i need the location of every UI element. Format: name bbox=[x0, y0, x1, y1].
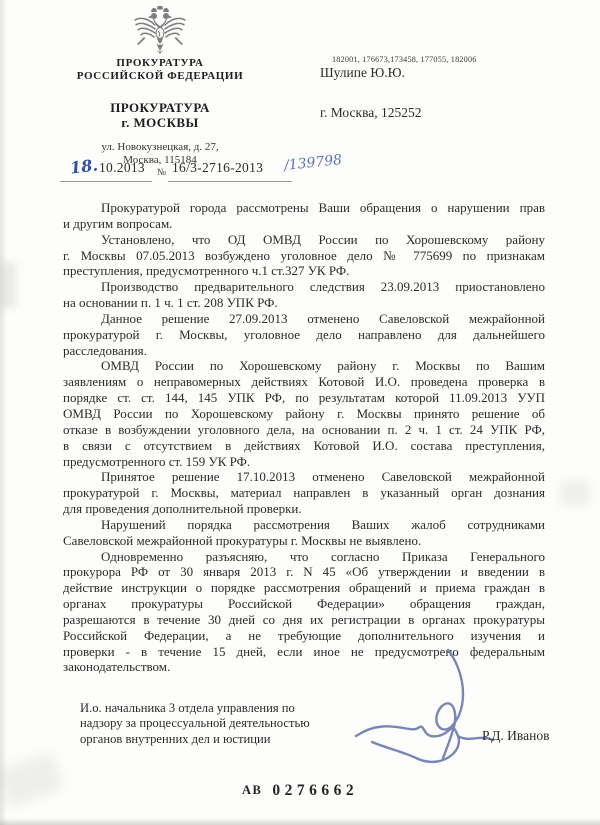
body-line: Савеловской межрайонной прокуратуры г. Москвы не выявлено. bbox=[63, 532, 422, 548]
body-line: на основании п. 1 ч. 1 ст. 208 УПК РФ. bbox=[63, 295, 278, 311]
signer-name: Р.Д. Иванов bbox=[482, 728, 550, 743]
body-line: отказе в возбуждении уголовного дела, на основании п. 2 ч. 1 ст. 24 УПК РФ, bbox=[63, 421, 545, 437]
outgoing-number: 16/3-2716-2013 bbox=[172, 160, 264, 175]
recipient-name: Шулипе Ю.Ю. bbox=[320, 65, 405, 80]
handwritten-signature bbox=[352, 642, 502, 787]
number-sign: № bbox=[157, 168, 167, 178]
number-underline bbox=[168, 181, 292, 182]
body-line: проверки - в течение 15 дней, если иное не предусмотрено федеральным bbox=[63, 643, 545, 659]
scan-artifact bbox=[0, 262, 16, 308]
body-paragraph bbox=[63, 279, 545, 311]
body-line: для проведения дополнительной проверки. bbox=[63, 501, 302, 517]
body-line: органах прокуратуры Российской Федерации» обращения граждан, bbox=[63, 596, 545, 612]
signer-title-line2: надзору за процессуальной деятельностью bbox=[80, 716, 310, 731]
body-line: Принятое решение 17.10.2013 отменено Савеловской межрайонной bbox=[101, 469, 545, 485]
body-line: законодательством. bbox=[63, 659, 171, 675]
body-line: расследования. bbox=[63, 342, 147, 358]
letter-body bbox=[63, 200, 545, 675]
body-line: Нарушений порядка рассмотрения Ваших жалоб сотрудниками bbox=[101, 516, 545, 532]
signer-title bbox=[80, 701, 350, 747]
printed-date: 10.2013 bbox=[99, 160, 145, 175]
org-name-line2: РОССИЙСКОЙ ФЕДЕРАЦИИ bbox=[76, 70, 244, 82]
body-paragraph bbox=[63, 517, 545, 549]
body-line: Российской Федерации, а не требующие дополнительного изучения и bbox=[63, 627, 545, 643]
body-line: Производство предварительного следствия 23.09.2013 приостановлено bbox=[101, 279, 545, 295]
body-line: Установлено, что ОД ОМВД России по Хорошевскому району bbox=[101, 231, 545, 247]
org-name-line1: ПРОКУРАТУРА bbox=[116, 57, 204, 69]
body-line: разрешаются в течение 30 дней со дня их регистрации в органах прокуратуры bbox=[63, 611, 545, 627]
signer-title-line1: И.о. начальника 3 отдела управления по bbox=[80, 701, 295, 715]
scan-artifact bbox=[0, 751, 65, 809]
office-name-line1: ПРОКУРАТУРА bbox=[110, 100, 210, 115]
body-line: предусмотренного ст. 159 УК РФ. bbox=[63, 453, 251, 469]
body-line: преступления, предусмотренного ч.1 ст.327 УК РФ. bbox=[63, 263, 350, 279]
body-line: прокуратурой г. Москвы, материал направлен в указанный орган дознания bbox=[63, 485, 545, 501]
body-line: действие инструкции о порядке рассмотрения обращений и приема граждан в bbox=[63, 580, 545, 596]
form-series: АВ bbox=[241, 783, 263, 797]
body-line: ОМВД России по Хорошевскому району г. Москвы по Вашим bbox=[101, 358, 545, 374]
date-number-line bbox=[58, 153, 368, 185]
body-line: заявлениям о неправомерных действиях Котовой И.О. проведена проверка в bbox=[63, 374, 545, 390]
date-underline bbox=[60, 181, 152, 182]
body-line: порядке ст. ст. 144, 145 УПК РФ, по результатам которой 11.09.2013 УУП bbox=[63, 390, 545, 406]
form-digits: 0276662 bbox=[272, 782, 359, 799]
scan-artifact bbox=[0, 818, 600, 825]
body-paragraph bbox=[63, 232, 545, 280]
office-address-line2: Москва, 115184 bbox=[123, 154, 197, 166]
handwritten-number-suffix: /139798 bbox=[283, 152, 343, 174]
body-line: в связи с отсутствием в действиях Котовой И.О. состава преступления, bbox=[63, 437, 545, 453]
body-paragraph bbox=[63, 311, 545, 359]
coat-of-arms-icon bbox=[133, 6, 187, 54]
body-line: г. Москвы 07.05.2013 возбуждено уголовное дело № 775699 по признакам bbox=[63, 247, 545, 263]
body-line: и другим вопросам. bbox=[63, 215, 173, 231]
signer-title-line3: органов внутренних дел и юстиции bbox=[80, 731, 271, 746]
body-paragraph bbox=[63, 358, 545, 469]
scan-artifact bbox=[560, 480, 590, 506]
recipient-block bbox=[320, 55, 570, 121]
body-paragraph bbox=[63, 200, 545, 232]
body-line: Данное решение 27.09.2013 отменено Савеловской межрайонной bbox=[101, 310, 545, 326]
body-line: прокуратурой г. Москвы, уголовное дело направлено для дальнейшего bbox=[63, 326, 545, 342]
office-address-line1: ул. Новокузнецкая, д. 27, bbox=[101, 141, 219, 153]
form-number bbox=[0, 782, 600, 800]
body-line: Одновременно разъясняю, что согласно Приказа Генерального bbox=[101, 548, 545, 564]
body-line: прокурора РФ от 30 января 2013 г. N 45 «Об утверждении и введении в bbox=[63, 564, 545, 580]
body-line: ОМВД России по Хорошевскому району г. Москвы принято решение об bbox=[63, 405, 545, 421]
body-paragraph bbox=[63, 469, 545, 517]
letterhead bbox=[55, 6, 265, 167]
office-name-line2: г. МОСКВЫ bbox=[121, 115, 199, 130]
reference-numbers: 182001, 176673,173458, 177055, 182006 bbox=[332, 55, 477, 64]
scan-artifact bbox=[0, 0, 7, 825]
handwritten-date-day: 18. bbox=[68, 155, 99, 178]
recipient-address: г. Москва, 125252 bbox=[320, 105, 422, 120]
body-line: Прокуратурой города рассмотрены Ваши обращения о нарушении прав bbox=[101, 200, 545, 215]
